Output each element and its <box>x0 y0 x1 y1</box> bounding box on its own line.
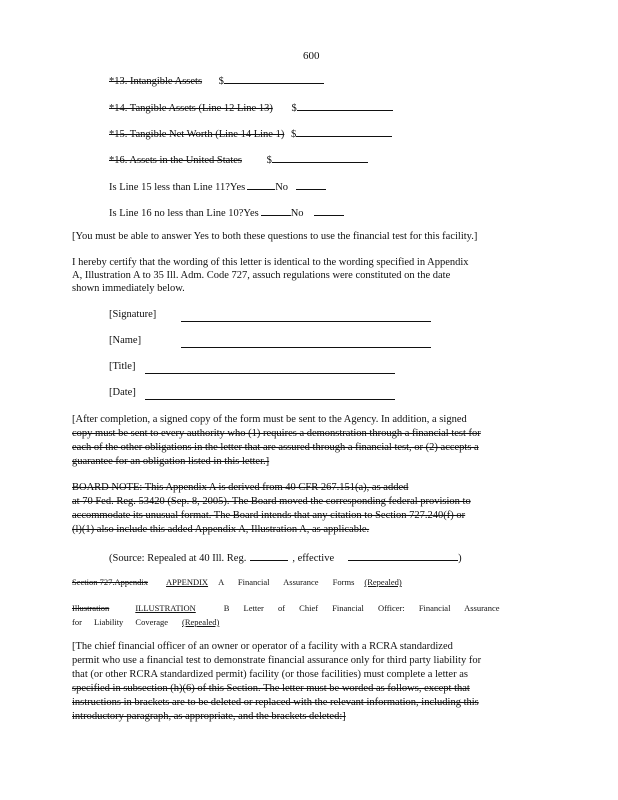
signature-label: [Signature] <box>109 309 157 320</box>
certify-paragraph <box>72 256 528 295</box>
question-2-label: Is Line 16 no less than Line 10?Yes <box>109 208 259 219</box>
illustration-heading-under: ILLUSTRATION <box>135 603 196 613</box>
question-1 <box>109 178 326 193</box>
line-16 <box>109 151 368 166</box>
illustration-heading-line-2 <box>72 617 245 627</box>
line-13-blank[interactable] <box>224 72 324 84</box>
name-label: [Name] <box>109 335 142 346</box>
chief-line-5: instructions in brackets are to be deleted or replaced with the relevant information, including this <box>72 697 479 708</box>
illustration-heading-repealed: (Repealed) <box>182 617 220 627</box>
line-16-label: *16. Assets in the United States <box>109 155 242 166</box>
line-15 <box>109 125 392 140</box>
section-heading-repealed: (Repealed) <box>364 577 402 587</box>
source-reg-blank[interactable] <box>250 549 288 561</box>
section-heading-appendix: APPENDIX <box>166 577 209 587</box>
question-1-label: Is Line 15 less than Line 11?Yes <box>109 182 246 193</box>
line-14 <box>109 99 393 114</box>
source-date-blank[interactable] <box>348 549 458 561</box>
certify-line-2: A, Illustration A to 35 Ill. Adm. Code 727, assuch regulations were constituted on the date <box>72 270 451 281</box>
chief-paragraph <box>72 640 542 724</box>
question-1-no-blank[interactable] <box>296 178 326 190</box>
signature-line[interactable] <box>181 320 431 322</box>
after-line-2: copy must be sent to every authority who (1) requires a demonstration through a financial test for <box>72 428 481 439</box>
name-line[interactable] <box>181 346 431 348</box>
title-field <box>109 361 135 372</box>
illustration-heading-coverage: for Liability Coverage <box>72 617 169 627</box>
board-line-2: at 70 Fed. Reg. 53420 (Sep. 8, 2005). The Board moved the corresponding federal provision to <box>72 496 471 507</box>
board-line-1: BOARD NOTE: This Appendix A is derived from 40 CFR 267.151(a), as added <box>72 482 409 493</box>
page-number: 600 <box>303 50 320 62</box>
instruction-note: [You must be able to answer Yes to both these questions to use the financial test for this facility.] <box>72 231 478 242</box>
certify-line-3: shown immediately below. <box>72 283 185 294</box>
question-1-yes-blank[interactable] <box>247 178 275 190</box>
board-line-4: (l)(1) also include this added Appendix A, Illustration A, as applicable. <box>72 524 370 535</box>
after-line-1: [After completion, a signed copy of the form must be sent to the Agency. In addition, a signed <box>72 414 467 425</box>
title-label: [Title] <box>109 361 136 372</box>
question-2-yes-blank[interactable] <box>261 204 291 216</box>
chief-line-1: [The chief financial officer of an owner or operator of a facility with a RCRA standardized <box>72 641 453 652</box>
source-close: ) <box>458 553 462 564</box>
illustration-heading-struck: Illustration <box>72 603 110 613</box>
question-2-no: No <box>290 208 304 219</box>
chief-line-3: that (or other RCRA standardized permit) facility (or those facilities) must complete a letter as <box>72 669 468 680</box>
line-13-label: *13. Intangible Assets <box>109 76 203 87</box>
date-label: [Date] <box>109 387 136 398</box>
after-paragraph <box>72 413 542 469</box>
chief-line-4: specified in subsection (h)(6) of this Section. The letter must be worded as follows, except that <box>72 683 470 694</box>
after-line-4: guarantee for an obligation listed in this letter.] <box>72 456 270 467</box>
question-1-no: No <box>275 182 289 193</box>
board-note <box>72 481 542 537</box>
section-heading <box>72 577 430 587</box>
section-heading-rest: A Financial Assurance Forms <box>218 577 355 587</box>
question-2-no-blank[interactable] <box>314 204 344 216</box>
line-15-label: *15. Tangible Net Worth (Line 14 Line 1) <box>109 129 285 140</box>
date-field <box>109 387 136 398</box>
line-13 <box>109 72 324 87</box>
line-16-blank[interactable] <box>272 151 368 163</box>
source-effective: , effective <box>292 553 335 564</box>
chief-line-2: permit who use a financial test to demonstrate financial assurance only for third party liability for <box>72 655 482 666</box>
board-line-3: accommodate its unusual format. The Board intends that any citation to Section 727.240(f) or <box>72 510 466 521</box>
title-line[interactable] <box>145 372 395 374</box>
line-15-dollar: $ <box>290 129 297 140</box>
line-15-blank[interactable] <box>296 125 392 137</box>
name-field <box>109 335 141 346</box>
source-prefix: (Source: Repealed at 40 Ill. Reg. <box>109 553 247 564</box>
line-14-blank[interactable] <box>297 99 393 111</box>
question-2 <box>109 204 344 219</box>
date-line[interactable] <box>145 398 395 400</box>
signature-field <box>109 309 156 320</box>
source-line <box>109 549 462 564</box>
section-heading-struck: Section 727.Appendix <box>72 577 149 587</box>
line-16-dollar: $ <box>266 155 272 166</box>
line-14-dollar: $ <box>291 103 297 114</box>
certify-line-1: I hereby certify that the wording of this letter is identical to the wording specified in Appendix <box>72 257 469 268</box>
line-13-dollar: $ <box>218 76 224 87</box>
chief-line-6: introductory paragraph, as appropriate, and the brackets deleted:] <box>72 711 346 722</box>
line-14-label: *14. Tangible Assets (Line 12 Line 13) <box>109 103 273 114</box>
illustration-heading <box>72 603 500 613</box>
after-line-3: each of the other obligations in the letter that are assured through a financial test, or (2) accepts a <box>72 442 479 453</box>
illustration-heading-rest: B Letter of Chief Financial Officer: Financial Assurance <box>223 603 500 613</box>
